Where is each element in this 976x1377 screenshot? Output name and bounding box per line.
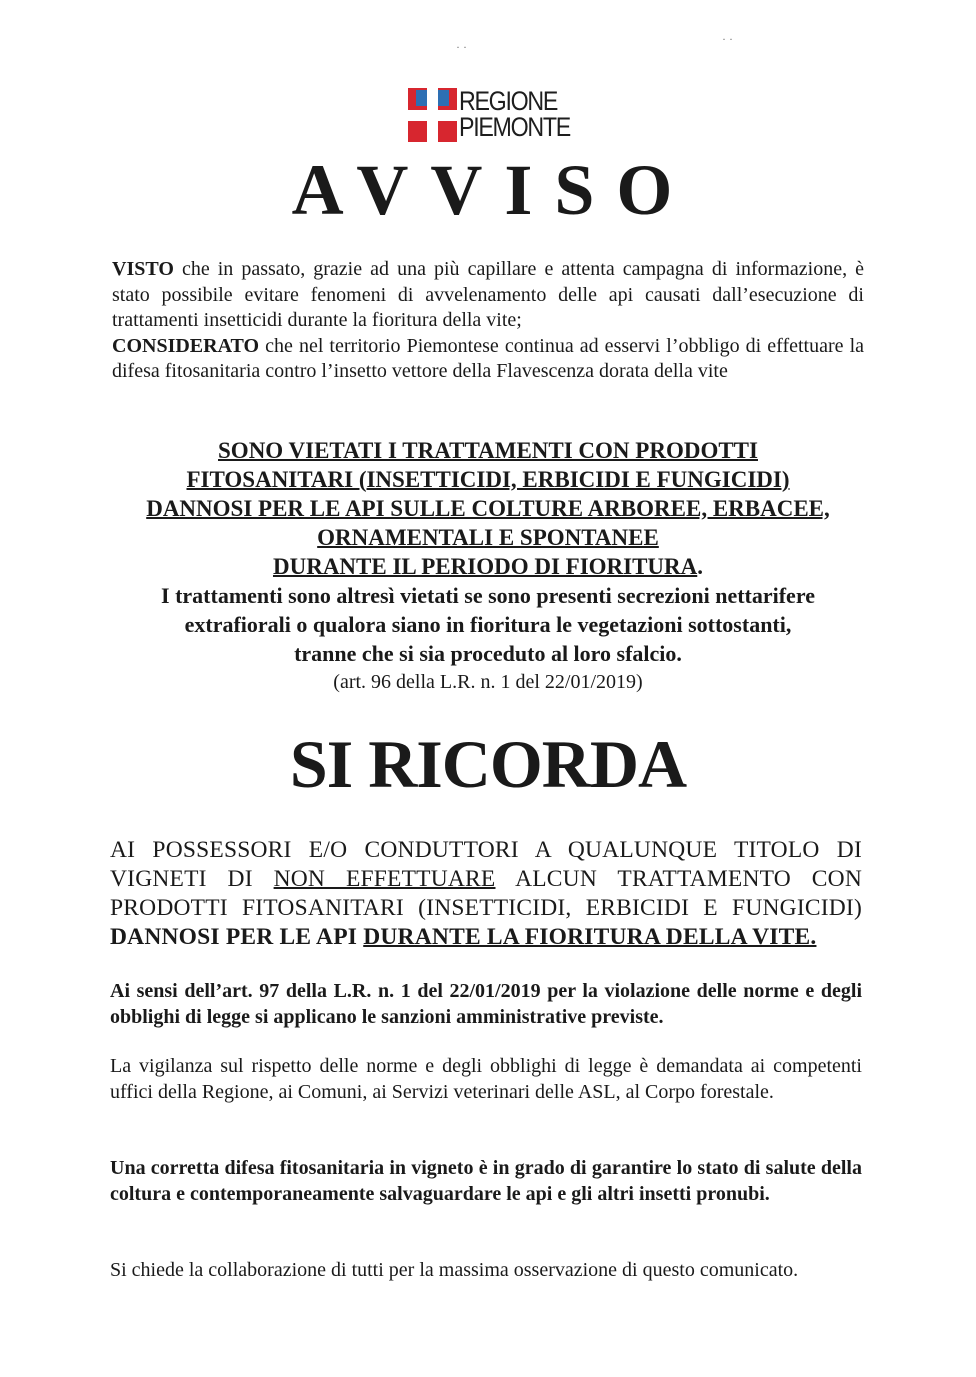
visto-paragraph bbox=[112, 257, 864, 334]
additional-line: tranne che si sia proceduto al loro sfalcio. bbox=[294, 641, 682, 666]
visto-text: che in passato, grazie ad una più capillare e attenta campagna di informazione, è stato possibile evitare fenomeni di avvelenamento delle api causati dall’esecuzione di trattamenti insetticidi durante la fioritura della vite; bbox=[112, 258, 864, 331]
preamble bbox=[112, 257, 864, 385]
prohibition-line: FITOSANITARI (INSETTICIDI, ERBICIDI E FUNGICIDI) bbox=[186, 467, 790, 492]
considerato-paragraph bbox=[112, 334, 864, 385]
additional-line: extrafiorali o qualora siano in fioritura le vegetazioni sottostanti, bbox=[184, 612, 792, 637]
additional-line: I trattamenti sono altresì vietati se sono presenti secrezioni nettarifere bbox=[161, 583, 815, 608]
sanctions-paragraph: Ai sensi dell’art. 97 della L.R. n. 1 del 22/01/2019 per la violazione delle norme e degli obblighi di legge si applicano le sanzioni amministrative previste. bbox=[110, 980, 862, 1028]
logo-wordmark bbox=[459, 88, 570, 140]
scan-mark: · · bbox=[722, 32, 733, 46]
reminder-text: ALCUN TRATTAMENTO CON PRODOTTI FITOSANITARI (INSETTICIDI, ERBICIDI E FUNGICIDI) bbox=[110, 866, 863, 921]
additional-prohibition bbox=[100, 581, 876, 668]
prohibition-line: ORNAMENTALI E SPONTANEE bbox=[317, 525, 659, 550]
closing-paragraph: Si chiede la collaborazione di tutti per la massima osservazione di questo comunicato. bbox=[110, 1259, 799, 1281]
reminder-emphasis: NON EFFETTUARE bbox=[273, 866, 496, 892]
reminder-bold-underlined: DURANTE LA FIORITURA DELLA VITE. bbox=[363, 924, 817, 950]
prohibition-block bbox=[100, 436, 876, 581]
prohibition-line: DANNOSI PER LE API SULLE COLTURE ARBOREE, ERBACEE, bbox=[146, 496, 830, 521]
piemonte-flag-icon bbox=[408, 88, 457, 142]
considerato-text: che nel territorio Piemontese continua ad esservi l’obbligo di effettuare la difesa fitosanitaria contro l’insetto vettore della Flavescenza dorata della vite bbox=[112, 334, 865, 382]
defense-paragraph: Una corretta difesa fitosanitaria in vigneto è in grado di garantire lo stato di salute della coltura e contemporaneamente salvaguardare le api e gli altri insetti pronubi. bbox=[110, 1157, 862, 1205]
visto-label: VISTO bbox=[112, 258, 174, 280]
prohibition-line bbox=[100, 552, 876, 581]
reminder-text: AI POSSESSORI E/O CONDUTTORI A QUALUNQUE TITOLO DI VIGNETI DI bbox=[110, 837, 862, 892]
logo-line-piemonte: PIEMONTE bbox=[459, 112, 570, 142]
considerato-label: CONSIDERATO bbox=[112, 334, 260, 357]
scan-mark: · · bbox=[456, 40, 467, 54]
vigilance-paragraph: La vigilanza sul rispetto delle norme e degli obblighi di legge è demandata ai competenti uffici della Regione, ai Comuni, ai Servizi veterinari delle ASL, al Corpo forestale. bbox=[110, 1055, 862, 1103]
reminder-body bbox=[110, 836, 862, 952]
reminder-title: SI RICORDA bbox=[289, 726, 687, 802]
prohibition-period-end: . bbox=[697, 554, 704, 579]
reminder-bold: DANNOSI PER LE API bbox=[110, 924, 358, 950]
prohibition-line: SONO VIETATI I TRATTAMENTI CON PRODOTTI bbox=[218, 438, 758, 463]
page-title: AVVISO bbox=[291, 150, 695, 230]
regione-piemonte-logo bbox=[408, 88, 578, 144]
logo-line-regione: REGIONE bbox=[459, 86, 558, 116]
law-reference: (art. 96 della L.R. n. 1 del 22/01/2019) bbox=[333, 671, 643, 693]
prohibition-period: DURANTE IL PERIODO DI FIORITURA bbox=[272, 554, 698, 579]
